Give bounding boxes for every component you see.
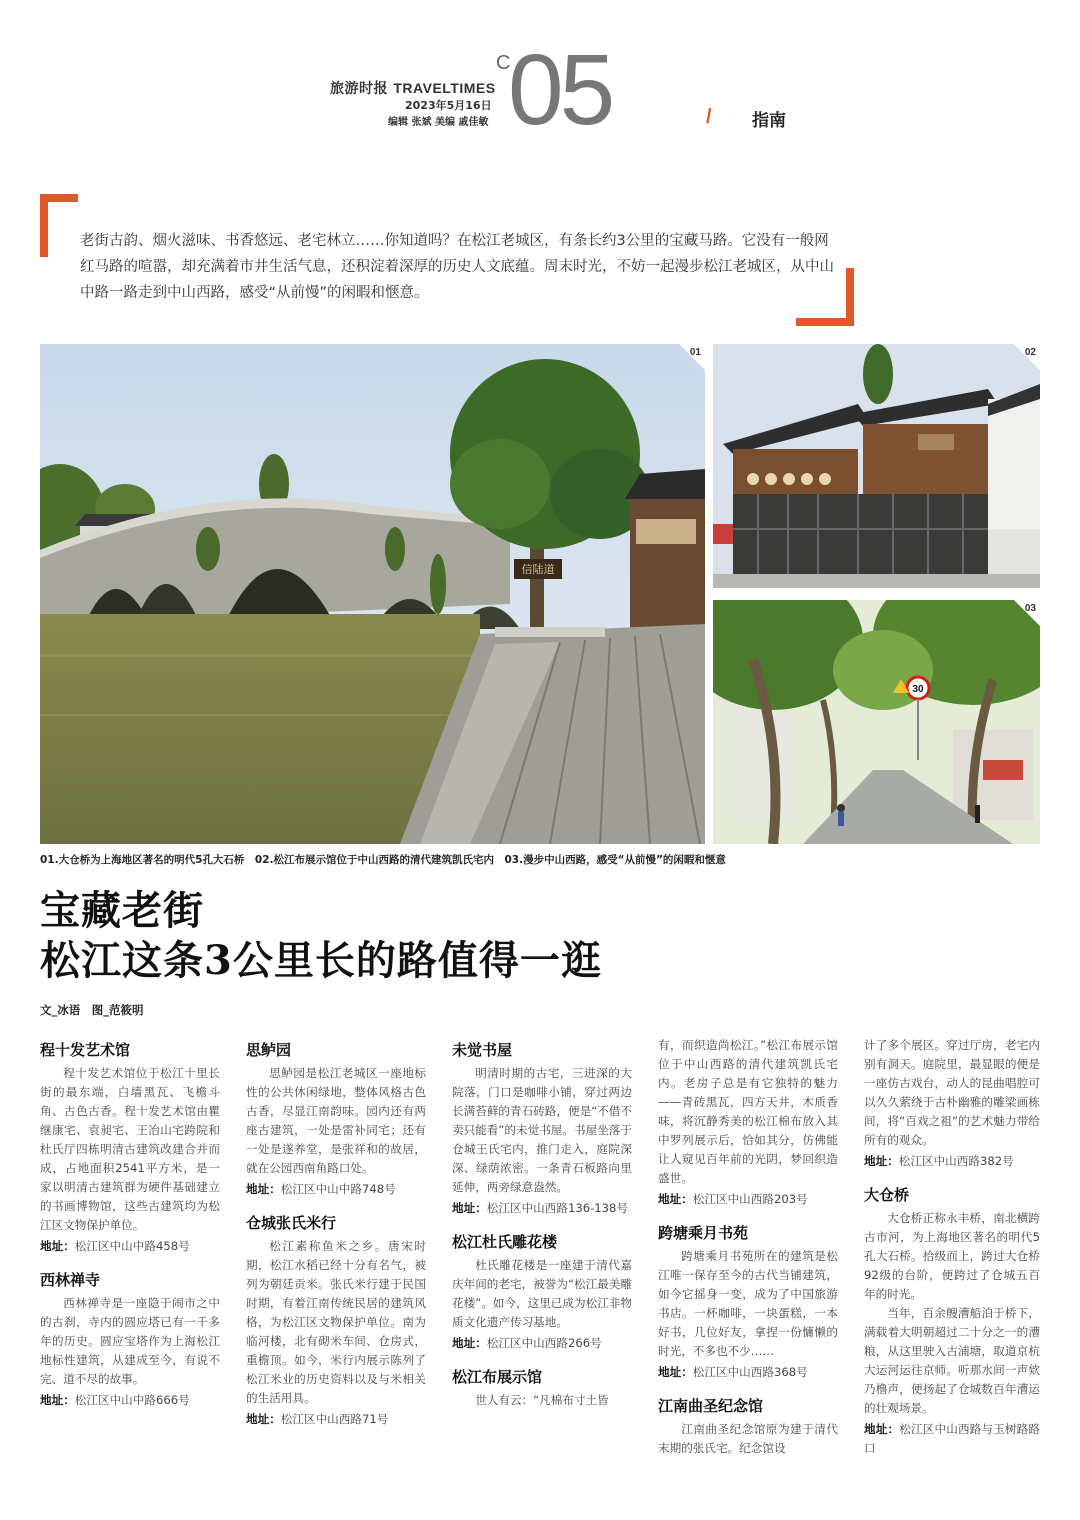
section-slash-icon: / xyxy=(706,106,712,128)
article-address xyxy=(864,1420,1040,1458)
editors-credit: 编辑 张斌 美编 戚佳敏 xyxy=(388,117,489,128)
address-value: 松江区中山西路与玉树路路口 xyxy=(864,1422,1040,1455)
address-value: 松江区中山西路368号 xyxy=(692,1365,808,1379)
address-label: 地址： xyxy=(864,1154,899,1168)
address-value: 松江区中山中路458号 xyxy=(74,1239,190,1253)
article-body: 松江素称鱼米之乡。唐宋时期，松江水稻已经十分有名气，被列为朝廷贡米。张氏米行建于民国时期，有着江南传统民居的建筑风格，为松江区文物保护单位。南为临河楼，北有砌米车间、仓房式，重檐顶。如今，米行内展示陈列了松江米业的历史资料以及与米相关的生活用具。 xyxy=(246,1239,426,1405)
address-label: 地址： xyxy=(452,1201,487,1215)
article-title: 松江布展示馆 xyxy=(452,1368,543,1386)
column-1 xyxy=(40,1040,220,1424)
article-body: 西林禅寺是一座隐于闹市之中的古刹，寺内的圆应塔已有一千多年的历史。圆应宝塔作为上海松江地标性建筑，从建成至今，有说不完、道不尽的故事。 xyxy=(40,1296,220,1386)
headline xyxy=(40,886,602,986)
column-5 xyxy=(864,1036,1040,1472)
address-label: 地址： xyxy=(658,1365,693,1379)
speed-sign-text: 30 xyxy=(912,684,924,695)
article-body: 大仓桥正称永丰桥，南北横跨古市河，为上海地区著名的明代5孔大石桥。拾级而上，跨过大仓桥92级的台阶，便跨过了仓城五百年的时光。 xyxy=(864,1211,1040,1301)
photo-number: 01 xyxy=(689,347,701,358)
article-address xyxy=(658,1190,838,1209)
address-value: 松江区中山西路136-138号 xyxy=(486,1201,628,1215)
column-3 xyxy=(452,1040,632,1410)
article-title: 松江杜氏雕花楼 xyxy=(452,1233,558,1251)
address-label: 地址： xyxy=(452,1336,487,1350)
article-address xyxy=(40,1391,220,1410)
article-address xyxy=(452,1199,632,1218)
article-title: 西林禅寺 xyxy=(40,1271,101,1289)
article-body: 杜氏雕花楼是一座建于清代嘉庆年间的老宅，被誉为“松江最美雕花楼”。如今，这里已成为松江非物质文化遗产传习基地。 xyxy=(452,1258,632,1329)
photo-number: 03 xyxy=(1024,603,1036,614)
brand-en: TRAVELTIMES xyxy=(393,80,496,96)
address-label: 地址： xyxy=(246,1182,281,1196)
address-label: 地址： xyxy=(40,1239,75,1253)
address-value: 松江区中山西路203号 xyxy=(692,1192,808,1206)
article-title: 思鲈园 xyxy=(246,1041,292,1059)
column-4 xyxy=(658,1036,838,1458)
address-value: 松江区中山西路382号 xyxy=(898,1154,1014,1168)
photo-bridge xyxy=(40,344,705,844)
headline-line-2: 松江这条3公里长的路值得一逛 xyxy=(40,937,602,984)
address-value: 松江区中山西路71号 xyxy=(280,1412,389,1426)
article-body: 当年，百余艘漕船泊于桥下，满载着大明朝超过二十分之一的漕粮，从这里驶入古浦塘，取道京杭大运河运往京师。听那水间一声欸乃橹声，便扬起了仓城数百年漕运的壮观场景。 xyxy=(864,1306,1040,1415)
byline: 文_冰语 图_范筱明 xyxy=(40,1003,144,1017)
article-address xyxy=(40,1237,220,1256)
article-body: 世人有云：“凡棉布寸土皆 xyxy=(475,1393,609,1407)
article-body-continued: 有，而织造尚松江。”松江布展示馆位于中山西路的清代建筑凯氏宅内。老房子总是有它独特的魅力——青砖黑瓦，四方天井，木质香味，将沉静秀美的松江棉布放入其中罗列展示后，恰如其分，仿佛能让人窥见百年前的光阴，梦回织造盛世。 xyxy=(658,1038,838,1185)
article-title: 仓城张氏米行 xyxy=(246,1214,337,1232)
brand-cn: 旅游时报 xyxy=(330,81,388,97)
column-2 xyxy=(246,1040,426,1443)
article-body: 江南曲圣纪念馆原为建于清代末期的张氏宅。纪念馆设 xyxy=(658,1422,838,1455)
article-title: 大仓桥 xyxy=(864,1186,910,1204)
article-title: 跨塘乘月书苑 xyxy=(658,1224,749,1242)
intro-paragraph: 老街古韵、烟火滋味、书香悠远、老宅林立……你知道吗？在松江老城区，有条长约3公里的宝藏马路。它没有一般网红马路的喧嚣，却充满着市井生活气息，还积淀着深厚的历史人文底蕴。周末时光，不妨一起漫步松江老城区，从中山中路一路走到中山西路，感受“从前慢”的闲暇和惬意。 xyxy=(80,233,834,301)
address-label: 地址： xyxy=(40,1393,75,1407)
headline-line-1: 宝藏老街 xyxy=(40,887,204,934)
address-label: 地址： xyxy=(864,1422,900,1436)
article-body: 思鲈园是松江老城区一座地标性的公共休闲绿地，整体风格古色古香，尽显江南韵味。园内还有两座古建筑，一处是雷补同宅；还有一处是遂养堂，是张祥和的故居，就在公园西南角路口处。 xyxy=(246,1066,426,1175)
article-body: 程十发艺术馆位于松江十里长街的最东端，白墙黑瓦、飞檐斗角、古色古香。程十发艺术馆由瞿继康宅、袁昶宅、王冶山宅跨院和杜氏厅四栋明清古建筑改建合并而成，占地面积2541平方米，是一家以明清古建筑群为硬件基础建立的书画博物馆，这些古建筑均为松江区文物保护单位。 xyxy=(40,1066,220,1232)
section-label: 指南 xyxy=(752,111,786,131)
photo-number: 02 xyxy=(1024,347,1036,358)
address-label: 地址： xyxy=(246,1412,281,1426)
article-title: 未觉书屋 xyxy=(452,1041,513,1059)
bracket-top-left-icon xyxy=(40,194,78,257)
article-address xyxy=(864,1152,1040,1171)
address-value: 松江区中山西路266号 xyxy=(486,1336,602,1350)
article-body: 跨塘乘月书苑所在的建筑是松江唯一保存至今的古代当铺建筑，如今它摇身一变，成为了中国旅游书店。一杯咖啡，一块蛋糕，一本好书，几位好友，拿捏一份慵懒的时光，不多也不少…… xyxy=(658,1249,838,1358)
photo-street xyxy=(713,600,1040,844)
page-letter: C xyxy=(496,52,511,74)
publication-date: 2023年5月16日 xyxy=(405,99,492,112)
article-address xyxy=(246,1410,426,1429)
masthead-brand xyxy=(330,78,496,98)
address-label: 地址： xyxy=(658,1192,693,1206)
article-address xyxy=(658,1363,838,1382)
address-value: 松江区中山中路666号 xyxy=(74,1393,190,1407)
photo-cloth-museum xyxy=(713,344,1040,588)
article-body: 明清时期的古宅，三进深的大院落，门口是咖啡小铺，穿过两边长满苔藓的青石砖路，便是“不借不卖只能看”的未觉书屋。书屋坐落于仓城王氏宅内，推门走入，庭院深深、绿荫浓密。一条青石板路向里延伸，两旁绿意盎然。 xyxy=(452,1066,632,1194)
article-address xyxy=(452,1334,632,1353)
photo-caption: 01.大仓桥为上海地区著名的明代5孔大石桥 02.松江布展示馆位于中山西路的清代建筑凯氏宅内 03.漫步中山西路，感受“从前慢”的闲暇和惬意 xyxy=(40,854,726,866)
page-number: 05 xyxy=(508,34,612,146)
article-address xyxy=(246,1180,426,1199)
article-title: 程十发艺术馆 xyxy=(40,1041,131,1059)
article-title: 江南曲圣纪念馆 xyxy=(658,1397,764,1415)
article-body-continued: 计了多个展区。穿过厅房，老宅内别有洞天。庭院里，最显眼的便是一座仿古戏台，动人的昆曲唱腔可以久久萦绕于古朴幽雅的雕梁画栋间，将“百戏之祖”的艺术魅力带给所有的观众。 xyxy=(864,1038,1040,1147)
bridge-sign-text: 信陆道 xyxy=(521,563,555,576)
address-value: 松江区中山中路748号 xyxy=(280,1182,396,1196)
